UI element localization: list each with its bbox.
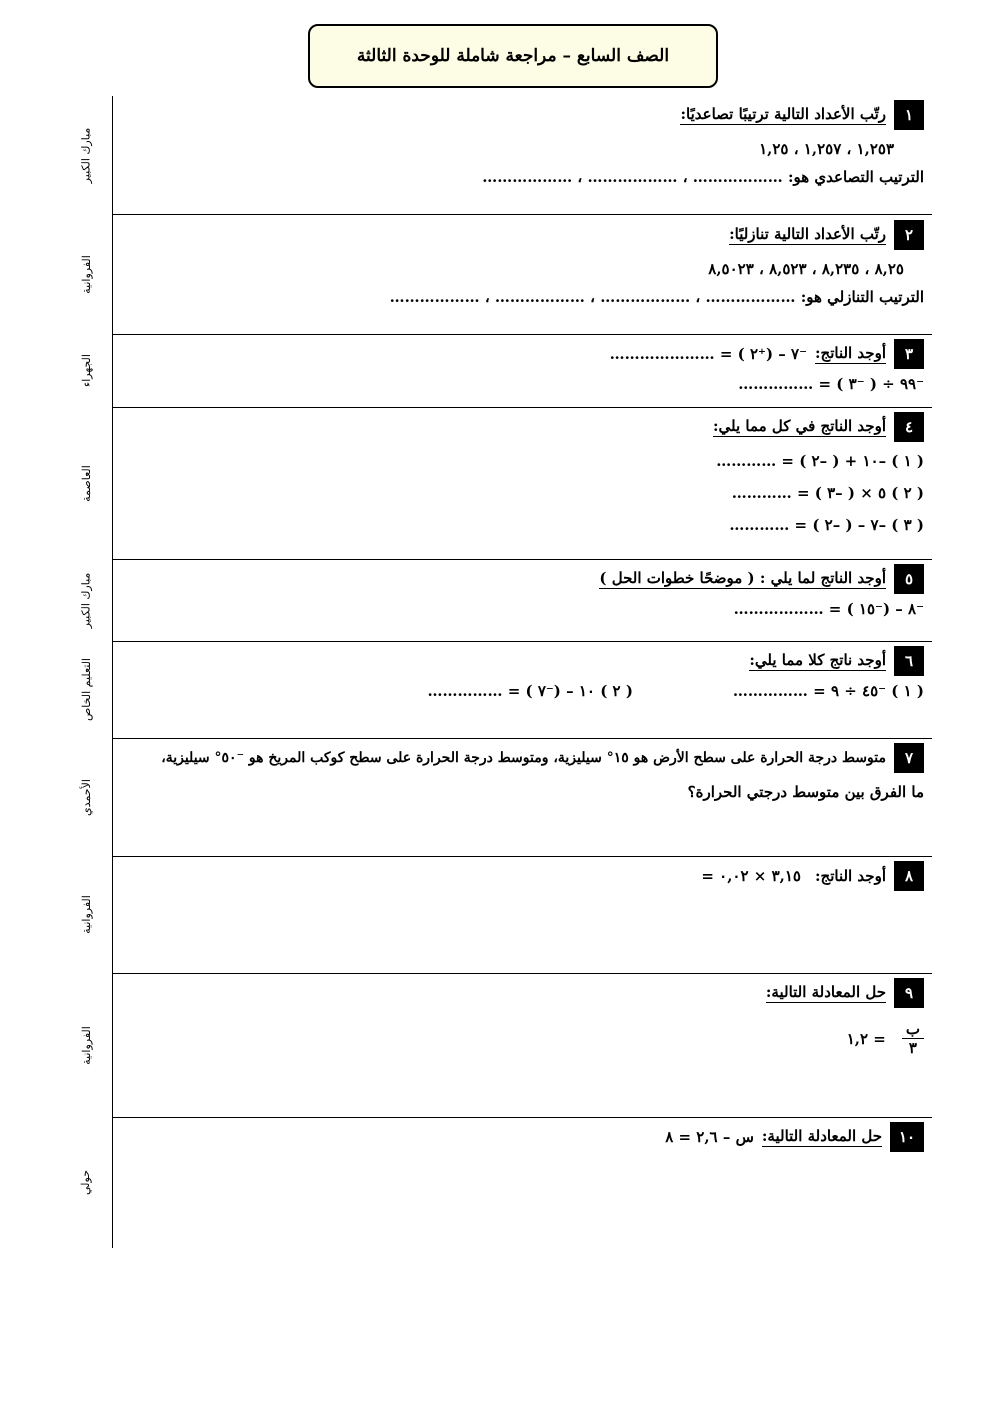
row-divider xyxy=(112,738,932,739)
question-expression: س – ٢,٦ = ٨ xyxy=(665,1128,754,1146)
fraction xyxy=(902,1020,924,1057)
page-title: الصف السابع – مراجعة شاملة للوحدة الثالثة xyxy=(308,24,718,88)
equation xyxy=(118,1020,924,1057)
row-divider xyxy=(112,641,932,642)
question-9 xyxy=(118,978,924,1057)
question-line: ( ٣ ) –٧ – ( –٢ ) = ………… xyxy=(729,516,924,534)
row-divider xyxy=(112,214,932,215)
question-line: ⁻٨ – (⁻١٥ ) = ……………… xyxy=(733,600,924,618)
question-number: ٩ xyxy=(894,978,924,1008)
question-number: ٨ xyxy=(894,861,924,891)
source-label-7: الأحمدي xyxy=(79,778,93,816)
source-label-6: التعليم الخاص xyxy=(79,658,93,721)
question-prompt: حل المعادلة التالية: xyxy=(765,983,886,1001)
source-label-1: مبارك الكبير xyxy=(79,127,93,183)
question-prompt: أوجد الناتج لما يلي : ( موضحًا خطوات الحل ) xyxy=(599,569,886,587)
row-divider xyxy=(112,973,932,974)
source-label-9: الفروانية xyxy=(79,1025,93,1065)
question-8 xyxy=(118,861,924,891)
question-number: ٣ xyxy=(894,339,924,369)
question-6 xyxy=(118,646,924,700)
source-label-2: الفروانية xyxy=(79,254,93,294)
question-prompt: رتّب الأعداد التالية ترتيبًا تصاعديًا: xyxy=(680,105,886,123)
question-expression: ⁻٧ – (⁺٢ ) = ………………… xyxy=(609,345,807,363)
answer-line: الترتيب التنازلي هو: ……………… ، ……………… ، ……………… ، ……………… xyxy=(389,288,924,306)
source-label-8: الفروانية xyxy=(79,895,93,934)
row-divider xyxy=(112,559,932,560)
question-prompt: متوسط درجة الحرارة على سطح الأرض هو ١٥° سيليزية، ومتوسط درجة الحرارة على سطح كوكب المريخ هو ⁻٥٠° سيليزية، xyxy=(161,750,886,766)
question-number: ٥ xyxy=(894,564,924,594)
margin-divider xyxy=(112,96,113,1248)
question-line: ( ١ ) ⁻٤٥ ÷ ٩ = …………… xyxy=(732,682,924,700)
question-2 xyxy=(118,220,924,306)
question-3 xyxy=(118,339,924,393)
question-number: ٢ xyxy=(894,220,924,250)
source-label-3: الجهراء xyxy=(79,354,93,387)
question-4 xyxy=(118,412,924,534)
question-10 xyxy=(118,1122,924,1152)
question-number: ١ xyxy=(894,100,924,130)
question-line: ( ٢ ) ١٠ – (⁻٧ ) = …………… xyxy=(427,682,633,700)
question-1 xyxy=(118,100,924,186)
question-line: ( ١ ) –١٠ + ( –٢ ) = ………… xyxy=(716,452,924,470)
question-7 xyxy=(118,743,924,801)
question-number: ٦ xyxy=(894,646,924,676)
source-label-5: مبارك الكبير xyxy=(79,572,93,628)
question-line: ٨,٢٥ ، ٨,٢٣٥ ، ٨,٥٢٣ ، ٨,٥٠٢٣ xyxy=(708,260,904,278)
question-line: ١,٢٥٣ ، ١,٢٥٧ ، ١,٢٥ xyxy=(759,140,894,158)
question-5 xyxy=(118,564,924,618)
row-divider xyxy=(112,1117,932,1118)
question-line: ( ٢ ) ٥ × ( –٣ ) = ………… xyxy=(731,484,924,502)
question-prompt: حل المعادلة التالية: xyxy=(761,1127,882,1145)
source-label-4: العاصمة xyxy=(79,464,93,502)
row-divider xyxy=(112,334,932,335)
question-prompt: رتّب الأعداد التالية تنازليًا: xyxy=(729,225,886,243)
question-line: ⁻٩٩ ÷ ( ⁻٣ ) = …………… xyxy=(738,375,924,393)
question-prompt: أوجد ناتج كلا مما يلي: xyxy=(749,651,886,669)
source-label-10: حولي xyxy=(79,1169,93,1196)
question-prompt: أوجد الناتج: xyxy=(814,344,886,362)
question-number: ٧ xyxy=(894,743,924,773)
fraction-denominator: ٣ xyxy=(908,1039,917,1057)
fraction-numerator: ب xyxy=(902,1020,924,1039)
row-divider xyxy=(112,407,932,408)
question-expression: ٣,١٥ × ٠,٠٢ = xyxy=(701,867,801,885)
row-divider xyxy=(112,856,932,857)
equation-rhs: = ١,٢ xyxy=(846,1029,886,1048)
question-prompt: أوجد الناتج: xyxy=(814,867,886,885)
answer-line: الترتيب التصاعدي هو: ……………… ، ……………… ، ……………… xyxy=(482,168,924,186)
question-number: ١٠ xyxy=(890,1122,924,1152)
question-number: ٤ xyxy=(894,412,924,442)
question-line: ما الفرق بين متوسط درجتي الحرارة؟ xyxy=(687,783,924,801)
question-prompt: أوجد الناتج في كل مما يلي: xyxy=(713,417,886,435)
